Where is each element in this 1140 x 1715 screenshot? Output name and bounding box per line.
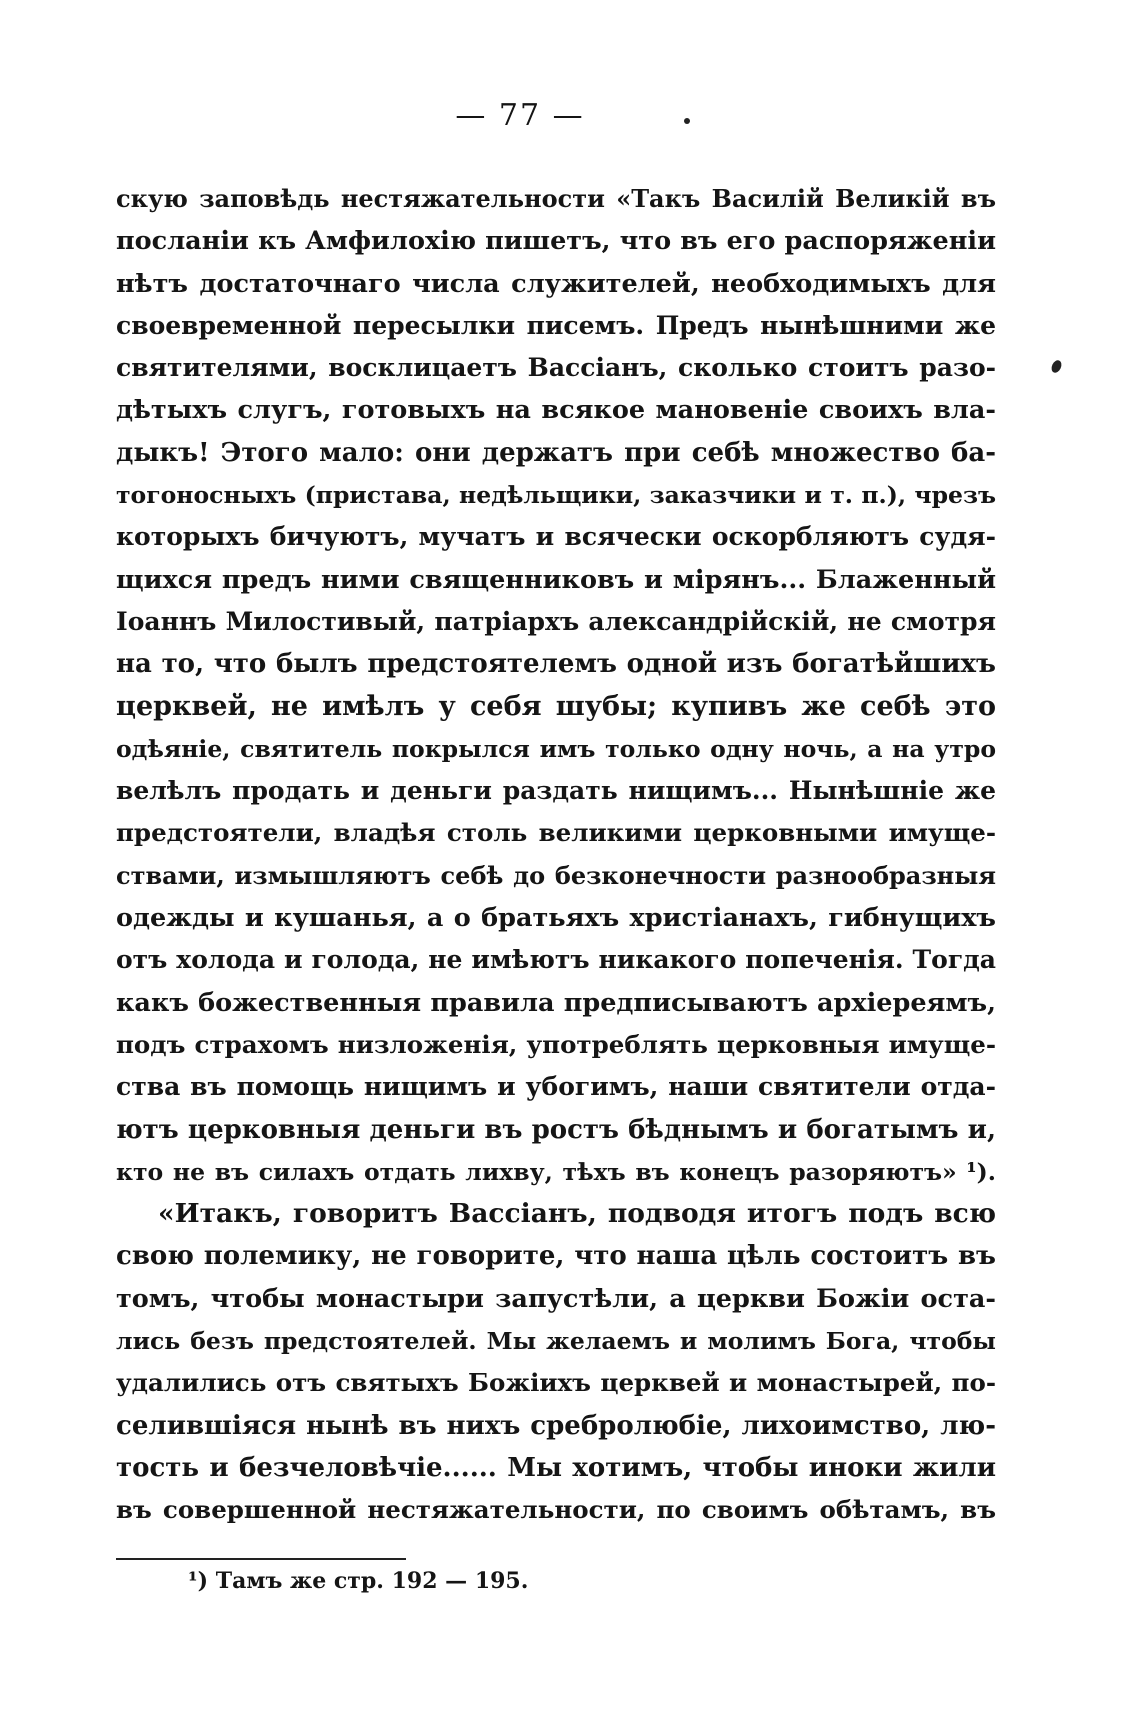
text-line: удалились отъ святыхъ Божіихъ церквей и монастырей, по- bbox=[116, 1368, 996, 1398]
text-line: церквей, не имѣлъ у себя шубы; купивъ же себѣ это bbox=[116, 690, 996, 722]
text-line: одѣяніе, святитель покрылся имъ только одну ночь, а на утро bbox=[116, 734, 996, 763]
text-line: посланіи къ Амфилохію пишетъ, что въ его распоряженіи bbox=[116, 226, 996, 257]
text-line: дѣтыхъ слугъ, готовыхъ на всякое мановеніе своихъ вла- bbox=[116, 395, 996, 426]
text-line: щихся предъ ними священниковъ и мірянъ... Блаженный bbox=[116, 564, 996, 595]
text-line: которыхъ бичуютъ, мучатъ и всячески оскорбляютъ судя- bbox=[116, 522, 996, 552]
text-line: Іоаннъ Милостивый, патріархъ александрійскій, не смотря bbox=[116, 606, 996, 636]
text-line: тость и безчеловѣчіе...... Мы хотимъ, чтобы иноки жили bbox=[116, 1452, 996, 1483]
text-line: какъ божественныя правила предписываютъ архіереямъ, bbox=[116, 987, 996, 1018]
text-line: томъ, чтобы монастыри запустѣли, а церкви Божіи оста- bbox=[116, 1283, 996, 1314]
text-line: кто не въ силахъ отдать лихву, тѣхъ въ конецъ разоряютъ» ¹). bbox=[116, 1157, 996, 1186]
text-line: своевременной пересылки писемъ. Предъ нынѣшними же bbox=[116, 310, 996, 340]
ink-speck bbox=[684, 118, 690, 124]
text-line: свою полемику, не говорите, что наша цѣль состоитъ въ bbox=[116, 1241, 996, 1272]
text-line: отъ холода и голода, не имѣютъ никакого попеченія. Тогда bbox=[116, 945, 996, 975]
text-line: ствами, измышляютъ себѣ до безконечности разнообразныя bbox=[116, 860, 996, 890]
body-text bbox=[116, 178, 996, 1532]
paragraph-2 bbox=[116, 1193, 996, 1531]
text-line: святителями, восклицаетъ Вассіанъ, сколько стоитъ разо- bbox=[116, 353, 996, 383]
paragraph-1 bbox=[116, 178, 996, 1193]
footnote-rule bbox=[116, 1558, 406, 1560]
text-line: велѣлъ продать и деньги раздать нищимъ... Нынѣшніе же bbox=[116, 776, 996, 806]
text-line: на то, что былъ предстоятелемъ одной изъ богатѣйшихъ bbox=[116, 649, 996, 680]
text-line: одежды и кушанья, а о братьяхъ христіанахъ, гибнущихъ bbox=[116, 903, 996, 934]
text-line: скую заповѣдь нестяжательности «Такъ Василій Великій въ bbox=[116, 184, 996, 213]
ink-speck bbox=[1050, 359, 1064, 375]
text-line: лись безъ предстоятелей. Мы желаемъ и молимъ Бога, чтобы bbox=[116, 1327, 996, 1356]
text-line: ютъ церковныя деньги въ ростъ бѣднымъ и богатымъ и, bbox=[116, 1114, 996, 1145]
text-line: ства въ помощь нищимъ и убогимъ, наши святители отда- bbox=[116, 1072, 996, 1102]
text-line: дыкъ! Этого мало: они держатъ при себѣ множество ба- bbox=[116, 437, 996, 468]
text-line: въ совершенной нестяжательности, по своимъ обѣтамъ, въ bbox=[116, 1495, 996, 1525]
text-line: подъ страхомъ низложенія, употреблять церковныя имуще- bbox=[116, 1029, 996, 1059]
text-line: «Итакъ, говоритъ Вассіанъ, подводя итогъ подъ всю bbox=[158, 1198, 996, 1230]
text-line: селившіяся нынѣ въ нихъ сребролюбіе, лихоимство, лю- bbox=[116, 1410, 996, 1441]
text-line: тогоносныхъ (пристава, недѣльщики, заказчики и т. п.), чрезъ bbox=[116, 481, 996, 510]
text-line: предстоятели, владѣя столь великими церковными имуще- bbox=[116, 818, 996, 848]
text-line: нѣтъ достаточнаго числа служителей, необходимыхъ для bbox=[116, 268, 996, 299]
footnote: ¹) Тамъ же стр. 192 — 195. bbox=[188, 1568, 529, 1594]
page-number: — 77 — bbox=[455, 98, 585, 133]
